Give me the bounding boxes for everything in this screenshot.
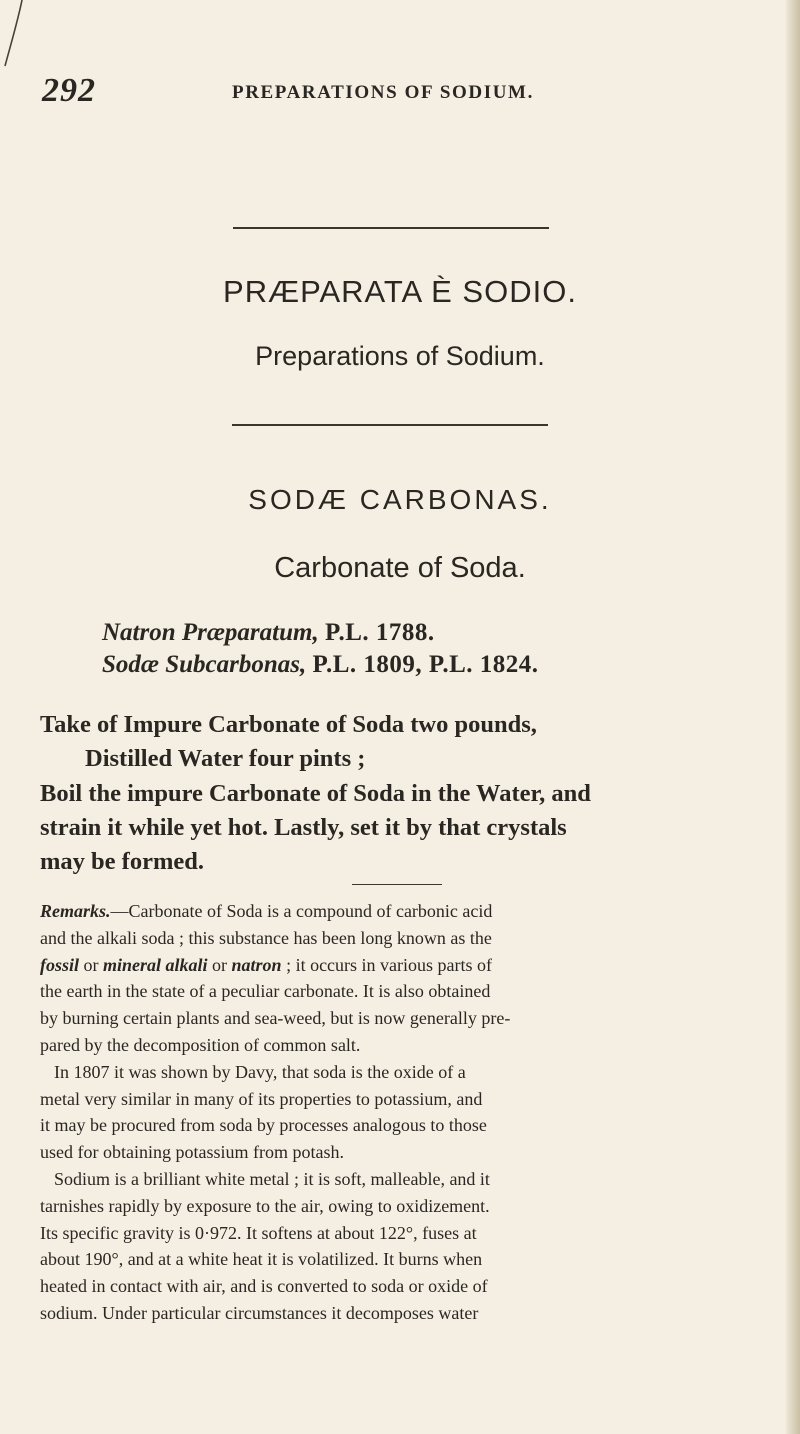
recipe-line: Distilled Water four pints ; <box>85 745 366 773</box>
top-rule <box>233 227 549 229</box>
remarks-line: Sodium is a brilliant white metal ; it is soft, malleable, and it <box>54 1168 490 1189</box>
pen-stroke-mark <box>0 0 30 80</box>
page-edge-shadow <box>786 0 800 1434</box>
recipe-line: may be formed. <box>40 848 204 876</box>
remarks-line: In 1807 it was shown by Davy, that soda is the oxide of a <box>54 1061 466 1082</box>
remarks-line: fossil or mineral alkali or natron ; it occurs in various parts of <box>40 954 493 975</box>
remarks-line: and the alkali soda ; this substance has been long known as the <box>40 927 492 948</box>
synonym-refs: P.L. 1788. <box>324 619 435 646</box>
section-rule <box>232 424 548 426</box>
page-number: 292 <box>42 72 96 109</box>
entry-heading-english: Carbonate of Soda. <box>274 552 526 584</box>
remarks-line: metal very similar in many of its properties to potassium, and <box>40 1088 483 1109</box>
remarks-line: pared by the decomposition of common salt. <box>40 1034 361 1055</box>
remarks-label: Remarks. <box>40 901 111 921</box>
remarks-line: Remarks.—Carbonate of Soda is a compound of carbonic acid <box>40 901 493 921</box>
remarks-text <box>40 898 758 1327</box>
running-head: PREPARATIONS OF SODIUM. <box>232 82 534 103</box>
synonym-line <box>102 651 539 679</box>
recipe-text <box>40 708 760 879</box>
remarks-line: heated in contact with air, and is converted to soda or oxide of <box>40 1276 488 1297</box>
recipe-line: strain it while yet hot. Lastly, set it by that crystals <box>40 813 567 841</box>
entry-heading-latin: SODÆ CARBONAS. <box>248 484 552 515</box>
remarks-line: Its specific gravity is 0·972. It softens at about 122°, fuses at <box>40 1222 477 1243</box>
remarks-line: by burning certain plants and sea-weed, but is now generally pre- <box>40 1008 511 1029</box>
synonym-line <box>102 619 435 647</box>
remarks-line: used for obtaining potassium from potash. <box>40 1142 344 1163</box>
remarks-line: about 190°, and at a white heat it is volatilized. It burns when <box>40 1249 483 1270</box>
synonym-refs: P.L. 1809, P.L. 1824. <box>312 651 539 678</box>
recipe-line: Boil the impure Carbonate of Soda in the Water, and <box>40 779 591 807</box>
recipe-line: Take of Impure Carbonate of Soda two pounds, <box>40 711 537 738</box>
remarks-line: it may be procured from soda by processes analogous to those <box>40 1115 487 1136</box>
remarks-line: the earth in the state of a peculiar carbonate. It is also obtained <box>40 981 491 1002</box>
remarks-line: sodium. Under particular circumstances it decomposes water <box>40 1302 479 1323</box>
section-title-latin: PRÆPARATA È SODIO. <box>223 274 577 309</box>
synonym-name: Natron Præparatum, <box>102 619 319 646</box>
synonym-name: Sodæ Subcarbonas, <box>102 651 307 678</box>
section-title-english: Preparations of Sodium. <box>255 341 545 371</box>
remarks-line: tarnishes rapidly by exposure to the air, owing to oxidizement. <box>40 1195 490 1216</box>
recipe-separator-rule <box>352 884 442 885</box>
